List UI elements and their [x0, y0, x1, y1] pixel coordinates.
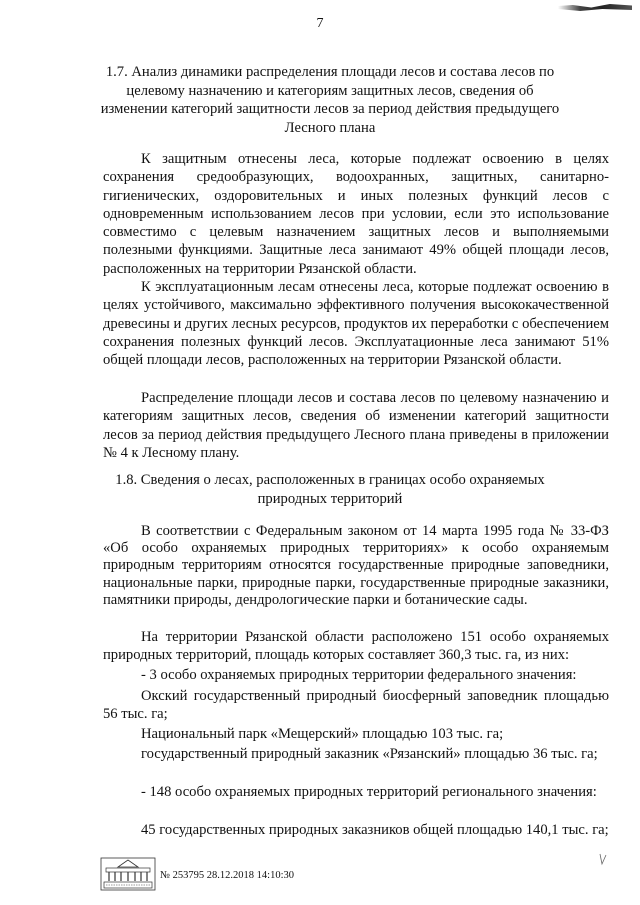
paragraph: В соответствии с Федеральным законом от 14 марта 1995 года № 33-ФЗ «Об особо охраняемых природных территориях» к особо охраняемым природным территориям относятся государственные природные заповедники, национальные парки, природные парки, государственные природные заказники, памятники природы, дендрологические парки и ботанические сады. — [103, 523, 609, 608]
document-stamp — [160, 870, 294, 881]
scan-mark — [558, 2, 632, 12]
document-timestamp: 28.12.2018 14:10:30 — [206, 870, 294, 881]
paragraph: Распределение площади лесов и состава лесов по целевому назначению и категориям защитных лесов, сведения об изменении категорий защитности лесов за период действия предыдущего Лесного плана приведены в приложении № 4 к Лесному плану. — [103, 390, 609, 461]
paragraph: Окский государственный природный биосферный заповедник площадью 56 тыс. га; — [103, 688, 609, 723]
section-heading-1-7: 1.7. Анализ динамики распределения площади лесов и состава лесов по целевому назначению и категориям защитных лесов, сведения об изменении категорий защитности лесов за период действия предыдущего Лесного плана — [100, 64, 560, 136]
paragraph: Национальный парк «Мещерский» площадью 103 тыс. га; — [141, 726, 504, 742]
paragraph: - 148 особо охраняемых природных территорий регионального значения: — [141, 784, 597, 800]
paragraph: 45 государственных природных заказников общей площадью 140,1 тыс. га; — [141, 822, 609, 838]
section-heading-1-8: 1.8. Сведения о лесах, расположенных в границах особо охраняемых природных территорий — [115, 472, 545, 507]
paragraph: На территории Рязанской области расположено 151 особо охраняемых природных территорий, площадь которых составляет 360,3 тыс. га, из них: — [103, 629, 609, 664]
document-number: № 253795 — [160, 870, 205, 881]
paragraph: К эксплуатационным лесам отнесены леса, которые подлежат освоению в целях устойчивого, максимально эффективного получения высококачественной древесины и других лесных ресурсов, продуктов их переработки с обеспечением сохранения полезных функций лесов. Эксплуатационные леса занимают 51% общей площади лесов, расположенных на территории Рязанской области. — [103, 279, 609, 369]
paragraph: государственный природный заказник «Рязанский» площадью 36 тыс. га; — [141, 746, 598, 762]
building-stamp-icon — [100, 857, 156, 891]
pen-mark-icon — [598, 852, 608, 866]
page-number: 7 — [316, 16, 324, 31]
paragraph: - 3 особо охраняемых природных территории федерального значения: — [141, 667, 577, 683]
paragraph: К защитным отнесены леса, которые подлежат освоению в целях сохранения средообразующих, водоохранных, защитных, санитарно-гигиенических, оздоровительных и иных полезных функций лесов с одновременным использованием лесов при условии, если это использование совместимо с целевым назначением защитных лесов и выполняемыми полезными функциями. Защитные леса занимают 49% общей площади лесов, расположенных на территории Рязанской области. — [103, 151, 609, 277]
